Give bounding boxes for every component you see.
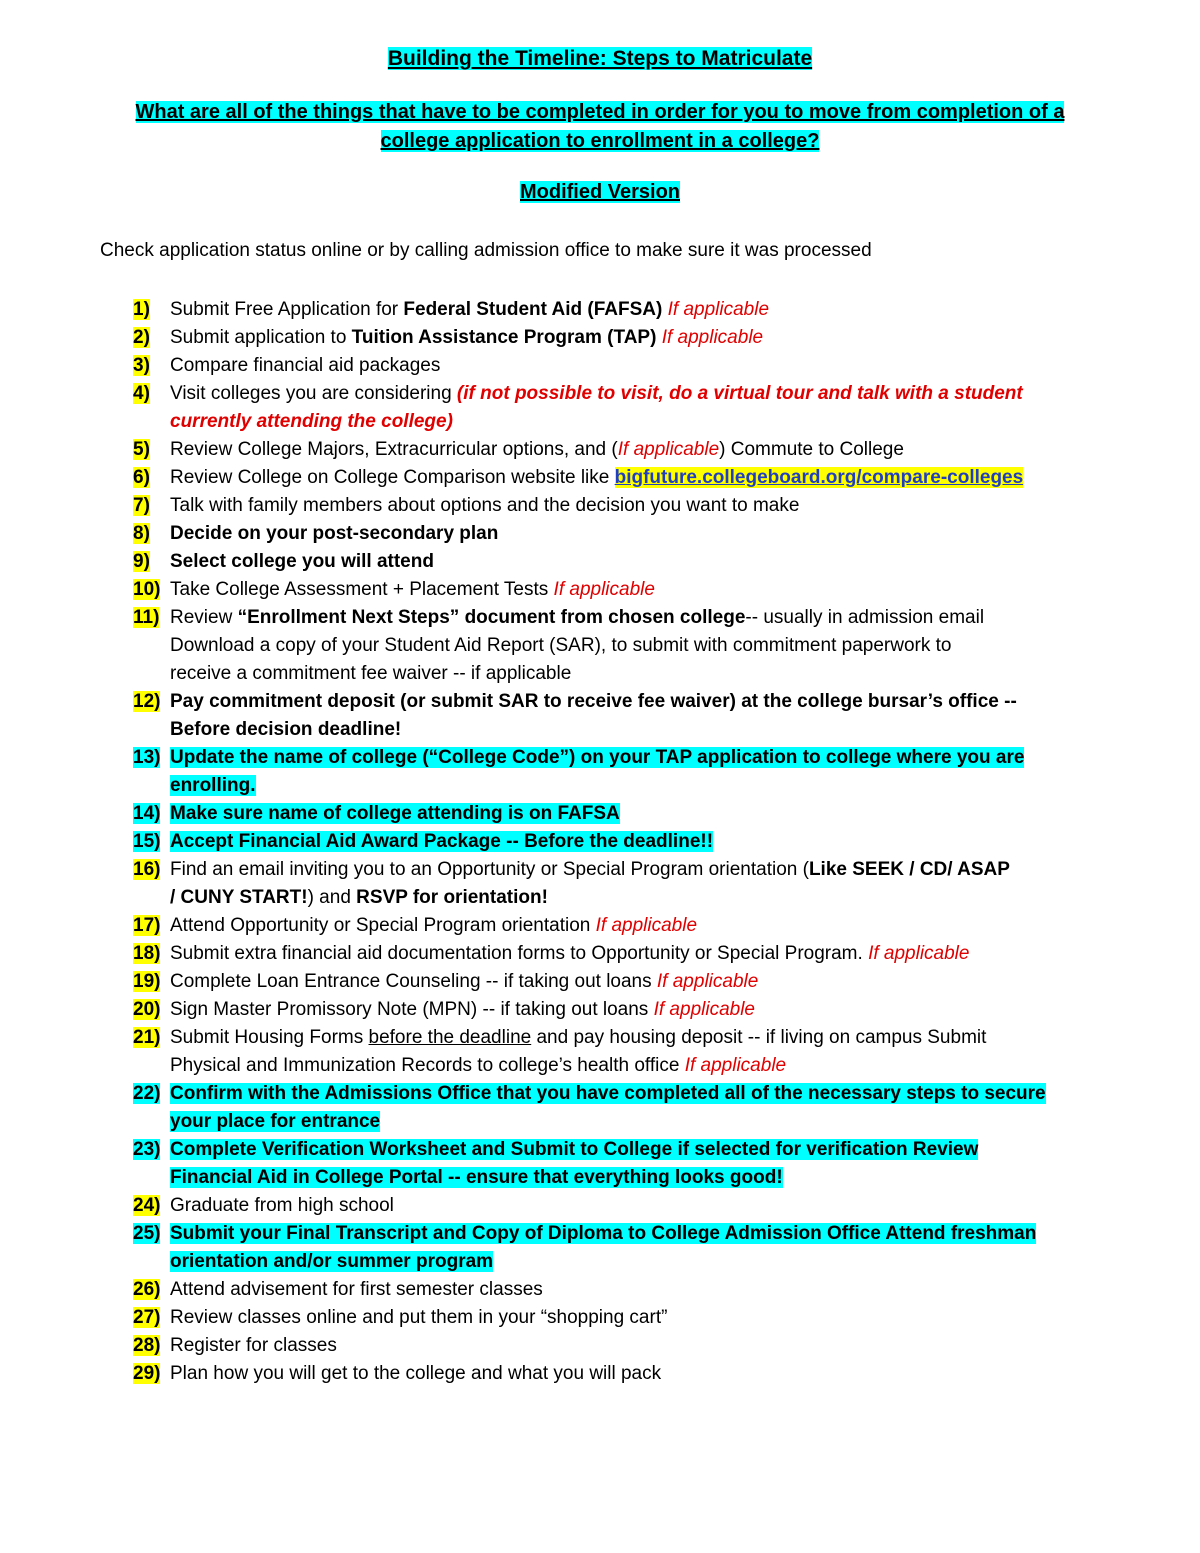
intro-text: Check application status online or by calling admission office to make sure it was processed (100, 240, 872, 261)
step-text-continued: Financial Aid in College Portal -- ensure that everything looks good! (170, 1167, 783, 1188)
step-number: 2) (133, 327, 150, 348)
step-text: Submit application to Tuition Assistance Program (TAP) If applicable (170, 327, 764, 348)
step-text-continued: / CUNY START!) and RSVP for orientation! (170, 887, 548, 908)
guiding-question-line-1: What are all of the things that have to be completed in order for you to move from completion of a (135, 101, 1065, 123)
step-number: 11) (133, 607, 160, 628)
step-number: 25) (133, 1223, 161, 1244)
step-text: Decide on your post-secondary plan (170, 523, 499, 544)
step-number: 17) (133, 915, 161, 936)
step-text-continued: your place for entrance (170, 1111, 381, 1132)
step-text: Compare financial aid packages (170, 355, 441, 376)
step-number: 18) (133, 943, 161, 964)
step-text-continued: enrolling. (170, 775, 256, 796)
step-number: 24) (133, 1195, 161, 1216)
step-text: Graduate from high school (170, 1195, 394, 1216)
step-number: 23) (133, 1139, 161, 1160)
step-text: Attend Opportunity or Special Program orientation If applicable (170, 915, 698, 936)
step-text-continued: currently attending the college) (170, 411, 453, 432)
step-text: Complete Loan Entrance Counseling -- if taking out loans If applicable (170, 971, 759, 992)
version-label: Modified Version (519, 181, 681, 203)
step-text: Submit Housing Forms before the deadline and pay housing deposit -- if living on campus Submit (170, 1027, 987, 1048)
step-number: 1) (133, 299, 150, 320)
step-text-continued: Before decision deadline! (170, 719, 402, 740)
step-text: Sign Master Promissory Note (MPN) -- if taking out loans If applicable (170, 999, 755, 1020)
page-title: Building the Timeline: Steps to Matriculate (387, 47, 813, 70)
step-text: Register for classes (170, 1335, 337, 1356)
step-number: 21) (133, 1027, 161, 1048)
step-text: Submit your Final Transcript and Copy of Diploma to College Admission Office Attend freshman (170, 1223, 1037, 1244)
step-text: Attend advisement for first semester classes (170, 1279, 543, 1300)
step-text-continued: receive a commitment fee waiver -- if applicable (170, 663, 572, 684)
step-text: Select college you will attend (170, 551, 434, 572)
step-number: 7) (133, 495, 150, 516)
step-number: 5) (133, 439, 150, 460)
step-text: Submit Free Application for Federal Student Aid (FAFSA) If applicable (170, 299, 770, 320)
step-number: 14) (133, 803, 161, 824)
step-text: Update the name of college (“College Code”) on your TAP application to college where you are (170, 747, 1025, 768)
step-text: Complete Verification Worksheet and Submit to College if selected for verification Review (170, 1139, 979, 1160)
step-number: 26) (133, 1279, 161, 1300)
step-text: Review College Majors, Extracurricular options, and (If applicable) Commute to College (170, 439, 904, 460)
step-text-continued: Physical and Immunization Records to college’s health office If applicable (170, 1055, 787, 1076)
step-number: 6) (133, 467, 150, 488)
step-text: Talk with family members about options and the decision you want to make (170, 495, 800, 516)
step-number: 20) (133, 999, 161, 1020)
step-number: 3) (133, 355, 150, 376)
step-text: Accept Financial Aid Award Package -- Before the deadline!! (170, 831, 714, 852)
compare-colleges-link[interactable]: bigfuture.collegeboard.org/compare-colleges (614, 467, 1024, 488)
step-text: Visit colleges you are considering (if not possible to visit, do a virtual tour and talk with a student (170, 383, 1023, 404)
step-number: 19) (133, 971, 161, 992)
step-number: 22) (133, 1083, 161, 1104)
step-number: 12) (133, 691, 161, 712)
guiding-question-line-2: college application to enrollment in a college? (380, 130, 820, 152)
step-text: Confirm with the Admissions Office that you have completed all of the necessary steps to secure (170, 1083, 1046, 1104)
step-text: Review College on College Comparison website like bigfuture.collegeboard.org/compare-colleges (170, 467, 1024, 488)
step-text: Make sure name of college attending is on FAFSA (170, 803, 620, 824)
step-number: 27) (133, 1307, 161, 1328)
step-number: 10) (133, 579, 161, 600)
step-text: Plan how you will get to the college and what you will pack (170, 1363, 662, 1384)
step-number: 15) (133, 831, 161, 852)
step-text-continued: orientation and/or summer program (170, 1251, 494, 1272)
step-number: 13) (133, 747, 161, 768)
step-text: Review classes online and put them in your “shopping cart” (170, 1307, 668, 1328)
step-text: Review “Enrollment Next Steps” document from chosen college-- usually in admission email (170, 607, 985, 628)
step-text: Find an email inviting you to an Opportunity or Special Program orientation (Like SEEK / CD/ ASAP (170, 859, 1010, 880)
step-number: 4) (133, 383, 150, 404)
step-number: 9) (133, 551, 150, 572)
step-number: 29) (133, 1363, 161, 1384)
step-number: 16) (133, 859, 161, 880)
step-text: Take College Assessment + Placement Tests If applicable (170, 579, 655, 600)
step-number: 8) (133, 523, 150, 544)
step-text: Pay commitment deposit (or submit SAR to receive fee waiver) at the college bursar’s office -- (170, 691, 1017, 712)
step-number: 28) (133, 1335, 161, 1356)
step-text-continued: Download a copy of your Student Aid Report (SAR), to submit with commitment paperwork to (170, 635, 952, 656)
step-text: Submit extra financial aid documentation forms to Opportunity or Special Program. If applicable (170, 943, 970, 964)
